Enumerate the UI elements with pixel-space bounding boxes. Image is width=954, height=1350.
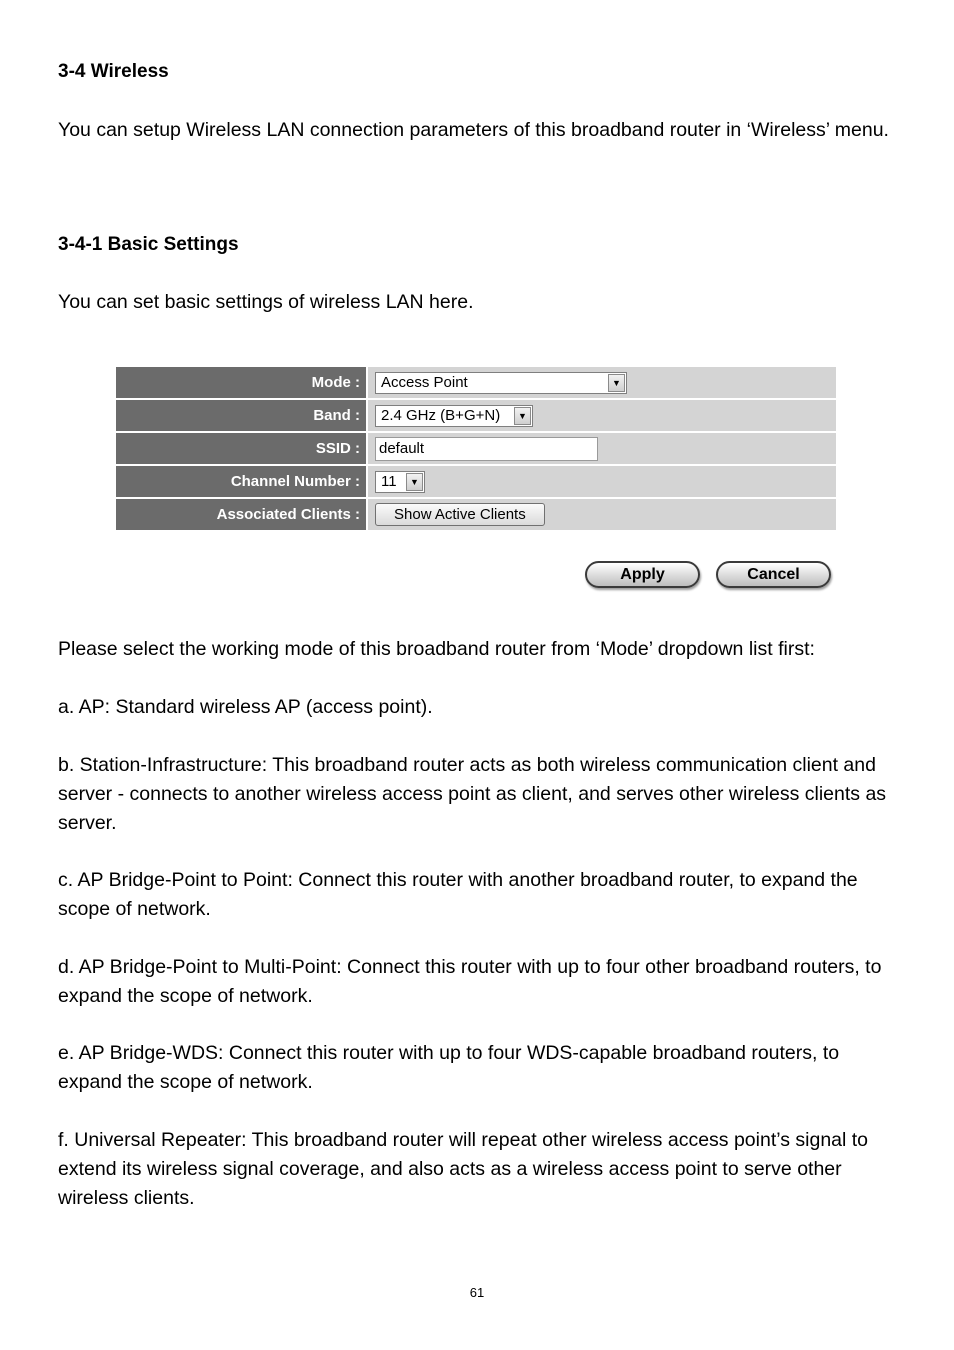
channel-row — [116, 466, 836, 497]
channel-select-value: 11 — [381, 473, 397, 490]
mode-item-wds: e. AP Bridge-WDS: Connect this router with up to four WDS-capable broadband routers, to expand the scope of network. — [58, 1042, 840, 1093]
band-row — [116, 400, 836, 431]
section-intro: You can setup Wireless LAN connection parameters of this broadband router in ‘Wireless’ menu. — [58, 119, 889, 141]
ssid-label: SSID : — [116, 433, 366, 464]
cancel-button[interactable]: Cancel — [716, 561, 831, 588]
chevron-down-icon: ▼ — [608, 374, 625, 392]
channel-select[interactable] — [375, 471, 425, 493]
mode-select-value: Access Point — [381, 374, 468, 391]
subsection-intro: You can set basic settings of wireless LAN here. — [58, 291, 474, 313]
ssid-input[interactable]: default — [375, 437, 598, 461]
mode-item-ap: a. AP: Standard wireless AP (access point). — [58, 696, 433, 718]
band-select-value: 2.4 GHz (B+G+N) — [381, 407, 501, 424]
clients-label: Associated Clients : — [116, 499, 366, 530]
band-label: Band : — [116, 400, 366, 431]
mode-item-p2p: c. AP Bridge-Point to Point: Connect this router with another broadband router, to expand the scope of network. — [58, 869, 858, 920]
section-heading: 3-4 Wireless — [58, 61, 169, 82]
page-number: 61 — [469, 1285, 485, 1300]
mode-select-intro: Please select the working mode of this broadband router from ‘Mode’ dropdown list first: — [58, 638, 815, 660]
mode-item-p2mp: d. AP Bridge-Point to Multi-Point: Connect this router with up to four other broadband routers, to expand the scope of network. — [58, 956, 882, 1007]
band-select[interactable] — [375, 405, 533, 427]
chevron-down-icon: ▼ — [514, 407, 531, 425]
channel-label: Channel Number : — [116, 466, 366, 497]
show-active-clients-button[interactable]: Show Active Clients — [375, 503, 545, 526]
wireless-basic-settings-form — [116, 367, 836, 532]
subsection-heading: 3-4-1 Basic Settings — [58, 234, 239, 255]
mode-item-station: b. Station-Infrastructure: This broadband router acts as both wireless communication client and server - connects to another wireless access point as client, and serves other wireless clients as server. — [58, 754, 887, 834]
mode-row — [116, 367, 836, 398]
apply-button[interactable]: Apply — [585, 561, 700, 588]
mode-label: Mode : — [116, 367, 366, 398]
clients-row — [116, 499, 836, 530]
mode-select[interactable] — [375, 372, 627, 394]
ssid-row — [116, 433, 836, 464]
chevron-down-icon: ▼ — [406, 473, 423, 491]
mode-item-repeater: f. Universal Repeater: This broadband router will repeat other wireless access point’s signal to extend its wireless signal coverage, and also acts as a wireless access point to serve other wireless clients. — [58, 1129, 869, 1209]
